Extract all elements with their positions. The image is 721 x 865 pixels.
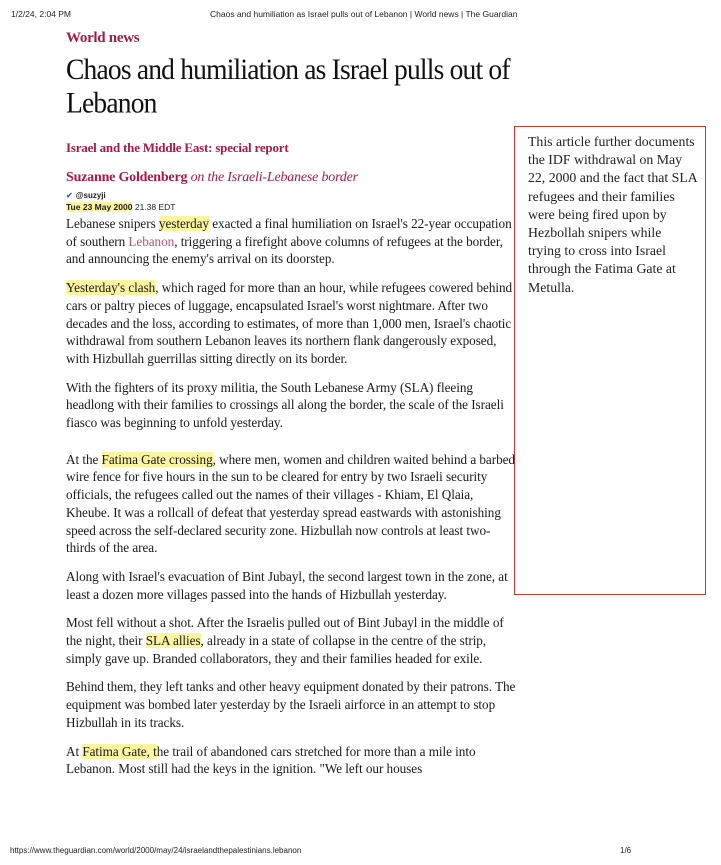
publish-time: 21.38 EDT xyxy=(134,202,176,212)
text: exacted a final humiliation on Israel's 22-year occupation of southern xyxy=(66,216,512,249)
highlight: Fatima Gate, t xyxy=(82,743,157,759)
byline-location: on the Israeli-Lebanese border xyxy=(190,170,358,185)
series-label[interactable]: Israel and the Middle East: special report xyxy=(66,140,289,155)
headline: Chaos and humiliation as Israel pulls out of Lebanon xyxy=(66,52,510,119)
paragraph-4 xyxy=(66,451,516,557)
article-body xyxy=(66,215,516,778)
twitter-bird-icon: ✔ xyxy=(66,191,73,200)
print-url: https://www.theguardian.com/world/2000/may/24/israelandthepalestinians.lebanon xyxy=(10,846,302,855)
article xyxy=(66,30,516,789)
lebanon-link[interactable]: Lebanon xyxy=(128,233,175,249)
paragraph-3: With the fighters of its proxy militia, the South Lebanese Army (SLA) fleeing headlong with their families to crossings all along the border, the scale of the Israeli fiasco was beginning to unfold yesterday. xyxy=(66,379,504,431)
paragraph-8 xyxy=(66,743,516,778)
annotation-box xyxy=(514,126,706,595)
highlight: Yesterday's clash xyxy=(66,280,156,296)
paragraph-2 xyxy=(66,279,516,368)
text: , triggering a firefight above columns of refugees at the border, and announcing the enemy's arrival on its doorstep. xyxy=(66,233,503,267)
print-page-number: 1/6 xyxy=(620,846,632,855)
highlight: Fatima Gate crossing xyxy=(101,451,213,467)
publish-date: Tue 23 May 2000 xyxy=(66,202,133,212)
text: he trail of abandoned cars stretched for more than a mile into Lebanon. Most still had the keys in the ignition. "We left our houses xyxy=(66,743,476,777)
text: , where men, women and children waited behind a barbed wire fence for five hours in the sun to be cleared for entry by two Israeli security officials, the refugees called out the names of their villages - Khiam, El Qlaia, Kheube. It was a rollcall of defeat that yesterday spread eastwards with astonishing speed across the self-declared security zone. Hizbullah now controls at least two-thirds of the area. xyxy=(66,451,515,556)
text: At xyxy=(66,743,83,759)
text: At the xyxy=(66,451,102,467)
print-date: 1/2/24, 2:04 PM xyxy=(11,9,72,19)
section-label[interactable]: World news xyxy=(66,30,140,46)
text: Lebanese snipers xyxy=(66,216,159,231)
paragraph-6 xyxy=(66,614,516,667)
text: , which raged for more than an hour, while refugees cowered behind cars or paltry pieces of luggage, encapsulated Israel's worst nightmare. After two decades and the loss, according to estimates, of more than 1,000 men, Israel's chaotic withdrawal from southern Lebanon leaves its northern flank dangerously exposed, with Hizbullah guerrillas sitting directly on its border. xyxy=(66,280,513,366)
text: Most fell without a shot. After the Israelis pulled out of Bint Jubayl in the middle of the night, their xyxy=(66,615,504,649)
twitter-handle-row[interactable] xyxy=(66,191,516,200)
byline-author[interactable]: Suzanne Goldenberg xyxy=(66,170,188,185)
print-page-title: Chaos and humiliation as Israel pulls out of Lebanon | World news | The Guardian xyxy=(210,9,518,19)
paragraph-1 xyxy=(66,215,516,268)
twitter-handle[interactable]: @suzyji xyxy=(75,191,106,200)
highlight: SLA allies xyxy=(145,633,201,649)
paragraph-5: Along with Israel's evacuation of Bint Jubayl, the second largest town in the zone, at least a dozen more villages passed into the hands of Hizbullah yesterday. xyxy=(66,568,508,602)
highlight: yesterday xyxy=(158,216,209,231)
paragraph-7: Behind them, they left tanks and other heavy equipment donated by their patrons. The equipment was bombed later yesterday by the Israeli airforce in an attempt to stop Hizbullah in its tracks. xyxy=(66,679,516,730)
text: , already in a state of collapse in the centre of the strip, simply gave up. Branded collaborators, they and their families headed for exile. xyxy=(66,633,487,666)
dateline xyxy=(66,202,516,212)
annotation-text: This article further documents the IDF withdrawal on May 22, 2000 and the fact that SLA refugees and their families were being fired upon by Hezbollah snipers while trying to cross into Israel through the Fatima Gate at Metulla. xyxy=(528,134,697,295)
byline xyxy=(66,170,516,186)
